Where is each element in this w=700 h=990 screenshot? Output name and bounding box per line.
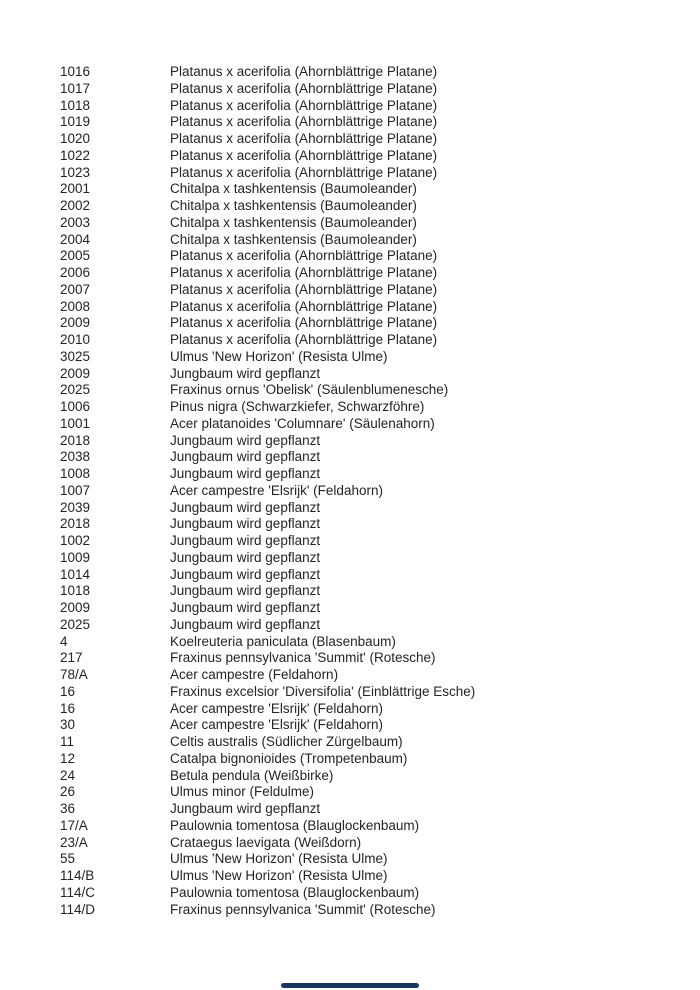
tree-row bbox=[60, 181, 680, 198]
tree-id: 1006 bbox=[60, 399, 91, 414]
tree-row bbox=[60, 449, 680, 466]
tree-row bbox=[60, 500, 680, 517]
tree-row bbox=[60, 416, 680, 433]
tree-species: Jungbaum wird gepflanzt bbox=[170, 516, 321, 532]
tree-id: 16 bbox=[60, 700, 76, 716]
tree-species: Catalpa bignonioides (Trompetenbaum) bbox=[170, 750, 408, 766]
tree-row bbox=[60, 265, 680, 282]
tree-id: 1017 bbox=[60, 80, 91, 96]
tree-id: 2009 bbox=[60, 365, 91, 381]
tree-row bbox=[60, 81, 680, 98]
tree-id: 2039 bbox=[60, 499, 91, 515]
tree-species: Acer platanoides 'Columnare' (Säulenahorn) bbox=[170, 415, 435, 431]
tree-species: Fraxinus pennsylvanica 'Summit' (Rotesche) bbox=[170, 901, 436, 917]
tree-row bbox=[60, 768, 680, 785]
tree-species: Chitalpa x tashkentensis (Baumoleander) bbox=[170, 198, 417, 213]
tree-species: Platanus x acerifolia (Ahornblättrige Platane) bbox=[170, 131, 438, 146]
tree-species: Chitalpa x tashkentensis (Baumoleander) bbox=[170, 231, 417, 247]
tree-row bbox=[60, 299, 680, 316]
tree-id: 2038 bbox=[60, 449, 91, 465]
tree-row bbox=[60, 567, 680, 584]
tree-row bbox=[60, 148, 680, 165]
tree-id: 2003 bbox=[60, 214, 91, 230]
tree-species: Platanus x acerifolia (Ahornblättrige Platane) bbox=[170, 80, 438, 96]
tree-id: 2009 bbox=[60, 600, 91, 615]
tree-row bbox=[60, 315, 680, 332]
tree-row bbox=[60, 667, 680, 684]
tree-id: 2007 bbox=[60, 281, 91, 297]
tree-species: Platanus x acerifolia (Ahornblättrige Platane) bbox=[170, 248, 438, 264]
tree-species: Jungbaum wird gepflanzt bbox=[170, 583, 321, 599]
tree-id: 55 bbox=[60, 851, 76, 867]
tree-species: Ulmus 'New Horizon' (Resista Ulme) bbox=[170, 868, 388, 883]
tree-species: Jungbaum wird gepflanzt bbox=[170, 600, 321, 615]
tree-id: 1023 bbox=[60, 164, 91, 180]
tree-species: Betula pendula (Weißbirke) bbox=[170, 767, 334, 783]
tree-species: Acer campestre 'Elsrijk' (Feldahorn) bbox=[170, 700, 383, 716]
tree-id: 3025 bbox=[60, 348, 91, 364]
tree-row bbox=[60, 215, 680, 232]
tree-id: 17/A bbox=[60, 817, 88, 833]
tree-id: 2018 bbox=[60, 432, 91, 448]
tree-id: 30 bbox=[60, 717, 76, 733]
tree-species: Crataegus laevigata (Weißdorn) bbox=[170, 834, 362, 850]
tree-species: Jungbaum wird gepflanzt bbox=[170, 549, 321, 565]
tree-species: Platanus x acerifolia (Ahornblättrige Platane) bbox=[170, 64, 438, 79]
tree-species: Fraxinus pennsylvanica 'Summit' (Rotesche) bbox=[170, 650, 436, 666]
tree-id: 2001 bbox=[60, 181, 91, 197]
home-indicator-bar bbox=[281, 983, 419, 988]
tree-id: 4 bbox=[60, 633, 68, 649]
tree-id: 114/C bbox=[60, 884, 96, 900]
tree-row bbox=[60, 902, 680, 919]
tree-row bbox=[60, 684, 680, 701]
tree-id: 1018 bbox=[60, 97, 91, 113]
tree-row bbox=[60, 550, 680, 567]
tree-row bbox=[60, 835, 680, 852]
tree-id: 23/A bbox=[60, 834, 88, 850]
tree-id: 36 bbox=[60, 801, 76, 816]
tree-species: Platanus x acerifolia (Ahornblättrige Platane) bbox=[170, 265, 438, 280]
tree-row bbox=[60, 751, 680, 768]
tree-species: Jungbaum wird gepflanzt bbox=[170, 616, 321, 632]
tree-species: Jungbaum wird gepflanzt bbox=[170, 499, 321, 515]
tree-id: 2006 bbox=[60, 265, 91, 280]
tree-row bbox=[60, 650, 680, 667]
tree-id: 1022 bbox=[60, 147, 91, 163]
tree-id: 2004 bbox=[60, 231, 91, 247]
tree-row bbox=[60, 868, 680, 885]
tree-row bbox=[60, 784, 680, 801]
tree-species: Acer campestre 'Elsrijk' (Feldahorn) bbox=[170, 717, 383, 733]
tree-species: Pinus nigra (Schwarzkiefer, Schwarzföhre) bbox=[170, 399, 425, 414]
tree-row bbox=[60, 701, 680, 718]
tree-id: 16 bbox=[60, 683, 76, 699]
tree-id: 12 bbox=[60, 750, 76, 766]
tree-species: Acer campestre 'Elsrijk' (Feldahorn) bbox=[170, 482, 383, 498]
tree-species: Jungbaum wird gepflanzt bbox=[170, 801, 321, 816]
tree-species: Jungbaum wird gepflanzt bbox=[170, 533, 321, 548]
tree-id: 2018 bbox=[60, 516, 91, 532]
tree-id: 24 bbox=[60, 767, 76, 783]
tree-species: Jungbaum wird gepflanzt bbox=[170, 365, 321, 381]
tree-id: 2005 bbox=[60, 248, 91, 264]
tree-id: 78/A bbox=[60, 667, 88, 682]
tree-row bbox=[60, 98, 680, 115]
tree-id: 11 bbox=[60, 734, 75, 749]
tree-row bbox=[60, 600, 680, 617]
tree-id: 114/D bbox=[60, 901, 96, 917]
tree-row bbox=[60, 851, 680, 868]
tree-id: 1001 bbox=[60, 415, 91, 431]
tree-id: 1009 bbox=[60, 549, 91, 565]
tree-row bbox=[60, 717, 680, 734]
tree-species: Koelreuteria paniculata (Blasenbaum) bbox=[170, 633, 396, 649]
tree-species: Jungbaum wird gepflanzt bbox=[170, 432, 321, 448]
tree-species: Platanus x acerifolia (Ahornblättrige Platane) bbox=[170, 281, 438, 297]
tree-species: Platanus x acerifolia (Ahornblättrige Platane) bbox=[170, 114, 438, 130]
tree-species: Platanus x acerifolia (Ahornblättrige Platane) bbox=[170, 147, 438, 163]
tree-species: Ulmus 'New Horizon' (Resista Ulme) bbox=[170, 348, 388, 364]
tree-id: 2002 bbox=[60, 198, 91, 213]
tree-species: Chitalpa x tashkentensis (Baumoleander) bbox=[170, 214, 417, 230]
tree-row bbox=[60, 64, 680, 81]
tree-species: Acer campestre (Feldahorn) bbox=[170, 667, 339, 682]
tree-id: 1014 bbox=[60, 566, 91, 582]
tree-row bbox=[60, 131, 680, 148]
tree-id: 26 bbox=[60, 784, 76, 800]
tree-row bbox=[60, 382, 680, 399]
tree-species: Ulmus 'New Horizon' (Resista Ulme) bbox=[170, 851, 388, 867]
tree-species: Platanus x acerifolia (Ahornblättrige Platane) bbox=[170, 97, 438, 113]
tree-id: 1020 bbox=[60, 131, 91, 146]
tree-species: Paulownia tomentosa (Blauglockenbaum) bbox=[170, 817, 420, 833]
tree-species: Jungbaum wird gepflanzt bbox=[170, 466, 321, 481]
tree-species: Celtis australis (Südlicher Zürgelbaum) bbox=[170, 734, 403, 749]
tree-row bbox=[60, 734, 680, 751]
tree-row bbox=[60, 399, 680, 416]
tree-id: 1019 bbox=[60, 114, 91, 130]
tree-row bbox=[60, 483, 680, 500]
tree-row bbox=[60, 332, 680, 349]
tree-row bbox=[60, 617, 680, 634]
tree-id: 2008 bbox=[60, 298, 91, 314]
tree-row bbox=[60, 583, 680, 600]
tree-id: 2009 bbox=[60, 315, 91, 331]
tree-id: 1007 bbox=[60, 482, 91, 498]
tree-row bbox=[60, 114, 680, 131]
tree-species: Chitalpa x tashkentensis (Baumoleander) bbox=[170, 181, 417, 197]
tree-row bbox=[60, 885, 680, 902]
tree-id: 2010 bbox=[60, 332, 91, 347]
tree-list bbox=[60, 64, 680, 918]
tree-row bbox=[60, 248, 680, 265]
tree-row bbox=[60, 366, 680, 383]
tree-row bbox=[60, 165, 680, 182]
tree-row bbox=[60, 801, 680, 818]
tree-species: Paulownia tomentosa (Blauglockenbaum) bbox=[170, 884, 420, 900]
tree-row bbox=[60, 516, 680, 533]
tree-id: 2025 bbox=[60, 382, 91, 398]
tree-row bbox=[60, 533, 680, 550]
tree-row bbox=[60, 232, 680, 249]
tree-species: Jungbaum wird gepflanzt bbox=[170, 566, 321, 582]
tree-species: Platanus x acerifolia (Ahornblättrige Platane) bbox=[170, 315, 438, 331]
tree-row bbox=[60, 433, 680, 450]
tree-row bbox=[60, 349, 680, 366]
tree-species: Platanus x acerifolia (Ahornblättrige Platane) bbox=[170, 298, 438, 314]
tree-row bbox=[60, 198, 680, 215]
tree-row bbox=[60, 634, 680, 651]
tree-row bbox=[60, 282, 680, 299]
tree-species: Platanus x acerifolia (Ahornblättrige Platane) bbox=[170, 332, 438, 347]
tree-species: Ulmus minor (Feldulme) bbox=[170, 784, 315, 800]
tree-species: Fraxinus ornus 'Obelisk' (Säulenblumenesche) bbox=[170, 382, 449, 398]
tree-id: 217 bbox=[60, 650, 83, 666]
tree-species: Jungbaum wird gepflanzt bbox=[170, 449, 321, 465]
tree-id: 1018 bbox=[60, 583, 91, 599]
tree-id: 2025 bbox=[60, 616, 91, 632]
tree-id: 114/B bbox=[60, 868, 95, 883]
tree-id: 1002 bbox=[60, 533, 91, 548]
tree-id: 1016 bbox=[60, 64, 91, 79]
tree-row bbox=[60, 818, 680, 835]
tree-species: Fraxinus excelsior 'Diversifolia' (Einblättrige Esche) bbox=[170, 683, 476, 699]
tree-row bbox=[60, 466, 680, 483]
tree-id: 1008 bbox=[60, 466, 91, 481]
tree-species: Platanus x acerifolia (Ahornblättrige Platane) bbox=[170, 164, 438, 180]
